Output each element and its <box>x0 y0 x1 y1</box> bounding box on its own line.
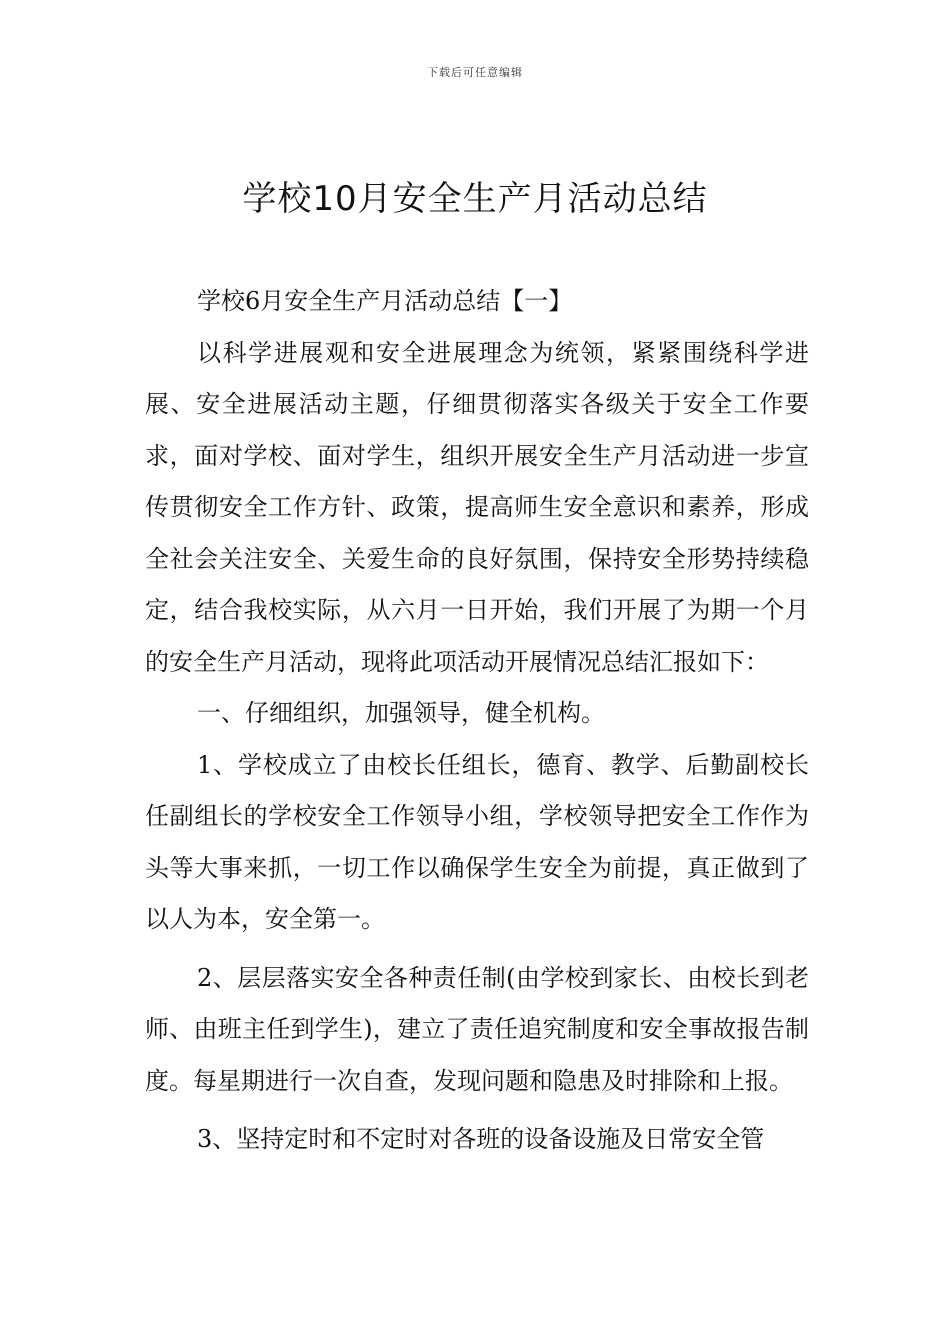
document-body <box>145 276 809 1166</box>
section-heading: 一、仔细组织，加强领导，健全机构。 <box>197 699 605 727</box>
header-note: 下载后可任意编辑 <box>427 66 523 79</box>
body-paragraph: 以科学进展观和安全进展理念为统领，紧紧围绕科学进展、安全进展活动主题，仔细贯彻落实各级关于安全工作要求，面对学校、面对学生，组织开展安全生产月活动进一步宣传贯彻安全工作方针、政策，提高师生安全意识和素养，形成全社会关注安全、关爱生命的良好氛围，保持安全形势持续稳定，结合我校实际，从六月一日开始，我们开展了为期一个月的安全生产月活动，现将此项活动开展情况总结汇报如下： <box>145 338 809 676</box>
section-heading: 学校6月安全生产月活动总结【一】 <box>197 287 573 315</box>
body-paragraph: 3、坚持定时和不定时对各班的设备设施及日常安全管 <box>197 1125 765 1153</box>
body-paragraph: 2、层层落实安全各种责任制(由学校到家长、由校长到老师、由班主任到学生)，建立了责任追究制度和安全事故报告制度。每星期进行一次自查，发现问题和隐患及时排除和上报。 <box>145 963 809 1095</box>
body-paragraph: 1、学校成立了由校长任组长，德育、教学、后勤副校长任副组长的学校安全工作领导小组，学校领导把安全工作作为头等大事来抓，一切工作以确保学生安全为前提，真正做到了以人为本，安全第一。 <box>145 750 809 933</box>
document-title: 学校10月安全生产月活动总结 <box>242 179 708 219</box>
